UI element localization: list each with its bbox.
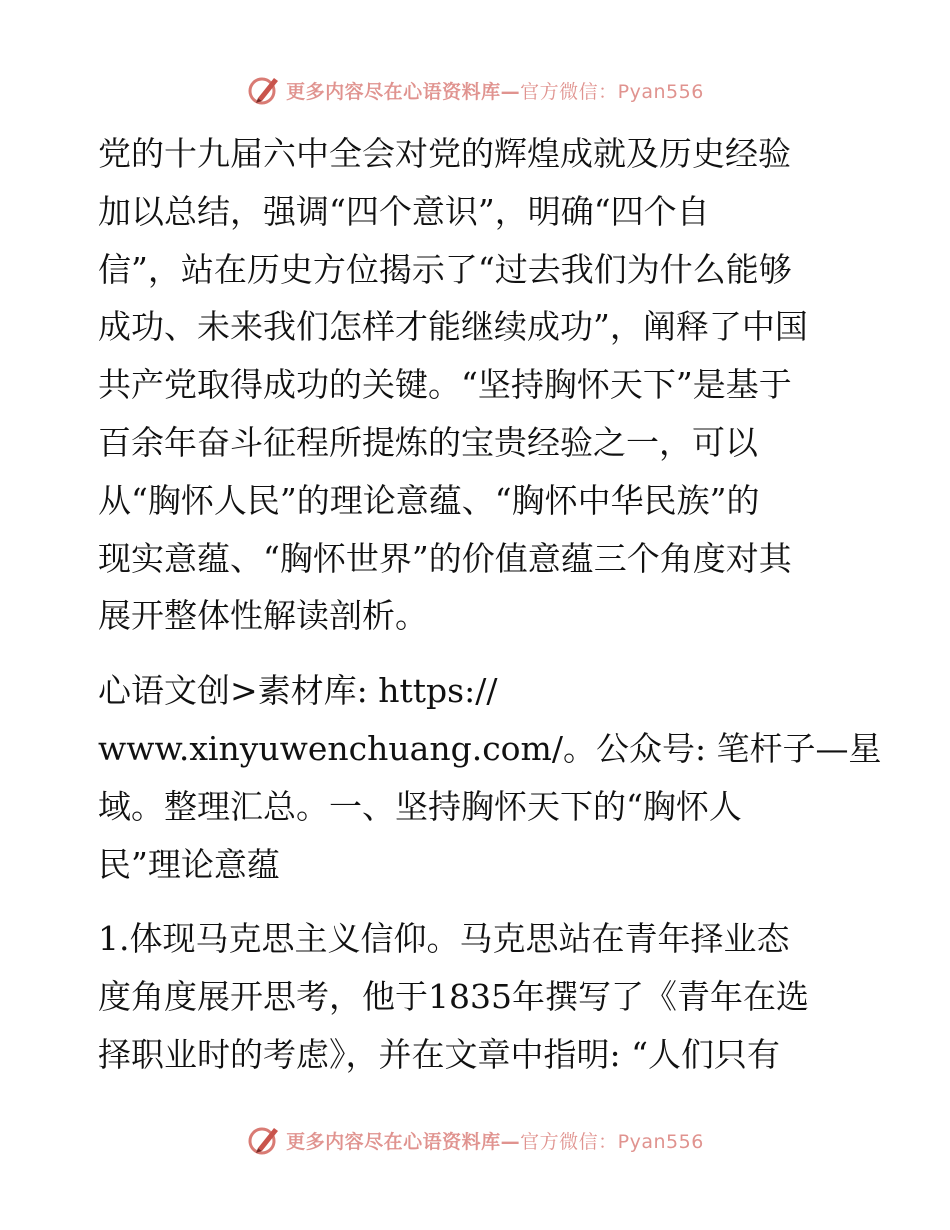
text-line: 党的十九届六中全会对党的辉煌成就及历史经验 — [98, 134, 791, 173]
pen-logo-icon — [246, 72, 282, 108]
text-line: 共产党取得成功的关键。“坚持胸怀天下”是基于 — [98, 365, 792, 405]
banner-text — [286, 77, 704, 104]
text-line: 择职业时的考虑》，并在文章中指明: “人们只有 — [98, 1034, 780, 1074]
paragraph-source — [98, 662, 882, 893]
text-line: 现实意蕴、“胸怀世界”的价值意蕴三个角度对其 — [98, 538, 792, 578]
text-line: 展开整体性解读剖析。 — [98, 596, 428, 636]
header-banner — [0, 70, 950, 110]
text-line: 百余年奋斗征程所提炼的宝贵经验之一，可以 — [98, 422, 758, 462]
text-line: 从“胸怀人民”的理论意蕴、“胸怀中华民族”的 — [98, 480, 760, 520]
text-line: 域。整理汇总。一、坚持胸怀天下的“胸怀人 — [98, 786, 742, 826]
pen-logo-icon — [246, 1122, 282, 1158]
paragraph-section-1 — [98, 910, 850, 1083]
text-line: 心语文创>素材库: https:// — [98, 671, 498, 711]
paragraph-intro — [98, 125, 850, 645]
banner-wechat: 官方微信：Pyan556 — [520, 1130, 704, 1153]
banner-text — [286, 1127, 704, 1154]
banner-wechat: 官方微信：Pyan556 — [520, 80, 704, 103]
footer-banner — [0, 1120, 950, 1160]
banner-slogan: 更多内容尽在心语资料库— — [286, 80, 521, 103]
banner-slogan: 更多内容尽在心语资料库— — [286, 1130, 521, 1153]
text-line: 度角度展开思考，他于1835年撰写了《青年在选 — [98, 977, 809, 1017]
document-body — [98, 125, 882, 1084]
text-line: 1.体现马克思主义信仰。马克思站在青年择业态 — [98, 919, 790, 959]
text-line: 加以总结，强调“四个意识”，明确“四个自 — [98, 191, 710, 231]
text-line: 成功、未来我们怎样才能继续成功”，阐释了中国 — [98, 307, 808, 347]
text-line: 信”，站在历史方位揭示了“过去我们为什么能够 — [98, 249, 792, 289]
text-line: 民”理论意蕴 — [98, 844, 280, 884]
text-line: www.xinyuwenchuang.com/。公众号: 笔杆子—星 — [98, 728, 882, 768]
